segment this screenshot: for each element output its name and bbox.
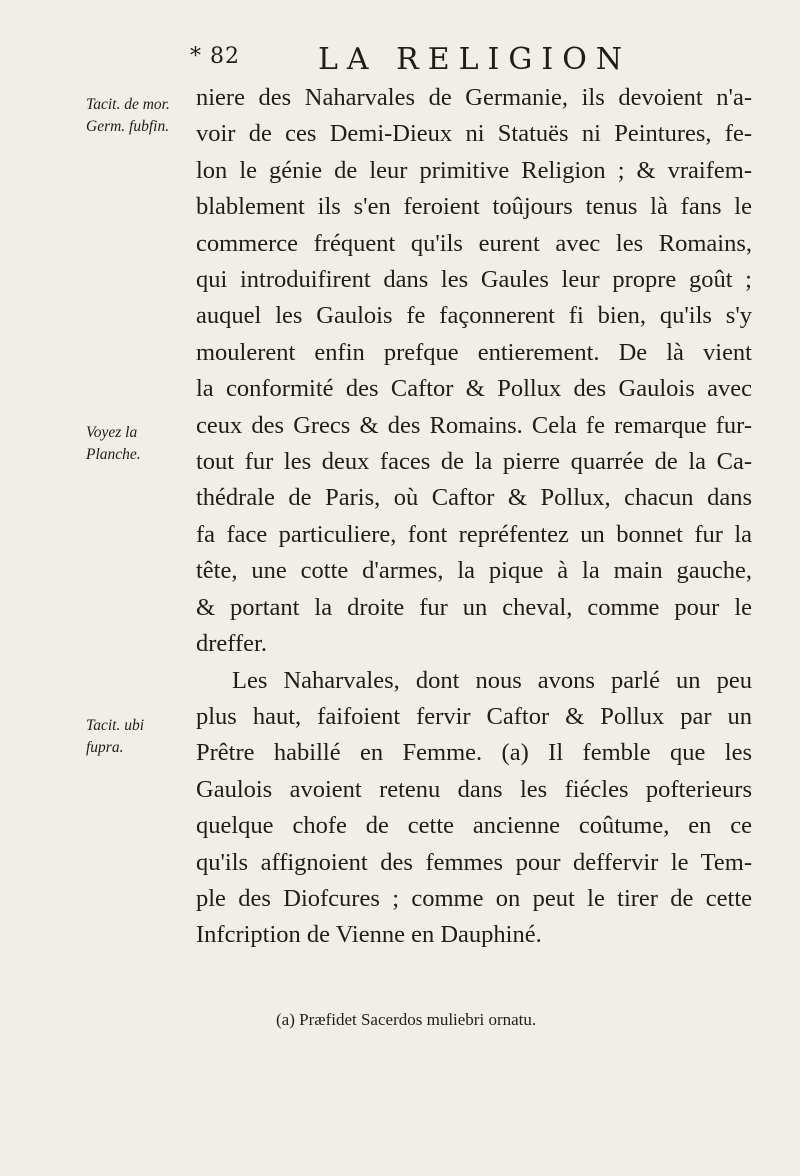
- text-line: tout fur les deux faces de la pierre quarrée de la Ca-: [196, 448, 752, 476]
- text-line: Les Naharvales, dont nous avons parlé un peu: [232, 666, 752, 694]
- text-line: la conformité des Caftor & Pollux des Gaulois avec: [196, 375, 752, 403]
- margin-note-tacit-supra: Tacit. ubi fupra.: [86, 717, 144, 756]
- main-text: [196, 80, 752, 954]
- text-line: qui introduifirent dans les Gaules leur propre goût ;: [196, 266, 752, 294]
- text-line: & portant la droite fur un cheval, comme pour le: [196, 593, 752, 621]
- margin-note-planche: Voyez la Planche.: [86, 424, 141, 463]
- text-line: Prêtre habillé en Femme. (a) Il femble que les: [196, 739, 752, 767]
- text-line: Infcription de Vienne en Dauphiné.: [196, 921, 542, 949]
- page-header: [0, 42, 800, 82]
- text-line: ceux des Grecs & des Romains. Cela fe remarque fur-: [196, 411, 752, 439]
- text-line: Gaulois avoient retenu dans les fiécles pofterieurs: [196, 775, 752, 803]
- text-line: qu'ils affignoient des femmes pour deffervir le Tem-: [196, 848, 752, 876]
- text-line: commerce fréquent qu'ils eurent avec les Romains,: [196, 229, 752, 257]
- margin-note-tacit-germ: Tacit. de mor. Germ. fubfin.: [86, 96, 170, 135]
- running-title: LA RELIGION: [318, 42, 632, 77]
- footnote: (a) Præfidet Sacerdos muliebri ornatu.: [276, 1010, 537, 1029]
- text-line: blablement ils s'en feroient toûjours tenus là fans le: [196, 193, 752, 221]
- text-line: voir de ces Demi-Dieux ni Statuës ni Peintures, fe-: [196, 120, 752, 148]
- text-line: quelque chofe de cette ancienne coûtume, en ce: [196, 812, 752, 840]
- text-line: thédrale de Paris, où Caftor & Pollux, chacun dans: [196, 484, 752, 512]
- text-line: tête, une cotte d'armes, la pique à la main gauche,: [196, 557, 752, 585]
- text-line: dreffer.: [196, 630, 267, 658]
- text-line: moulerent enfin prefque entierement. De là vient: [196, 338, 752, 366]
- text-line: niere des Naharvales de Germanie, ils devoient n'a-: [196, 84, 752, 111]
- text-line: fa face particuliere, font repréfentez un bonnet fur la: [196, 520, 752, 548]
- text-line: ple des Diofcures ; comme on peut le tirer de cette: [196, 884, 752, 912]
- text-line: plus haut, faifoient fervir Caftor & Pollux par un: [196, 702, 752, 730]
- text-line: auquel les Gaulois fe façonnerent fi bien, qu'ils s'y: [196, 302, 752, 330]
- text-line: lon le génie de leur primitive Religion ; & vraifem-: [196, 156, 752, 184]
- page-number: * 82: [190, 44, 240, 69]
